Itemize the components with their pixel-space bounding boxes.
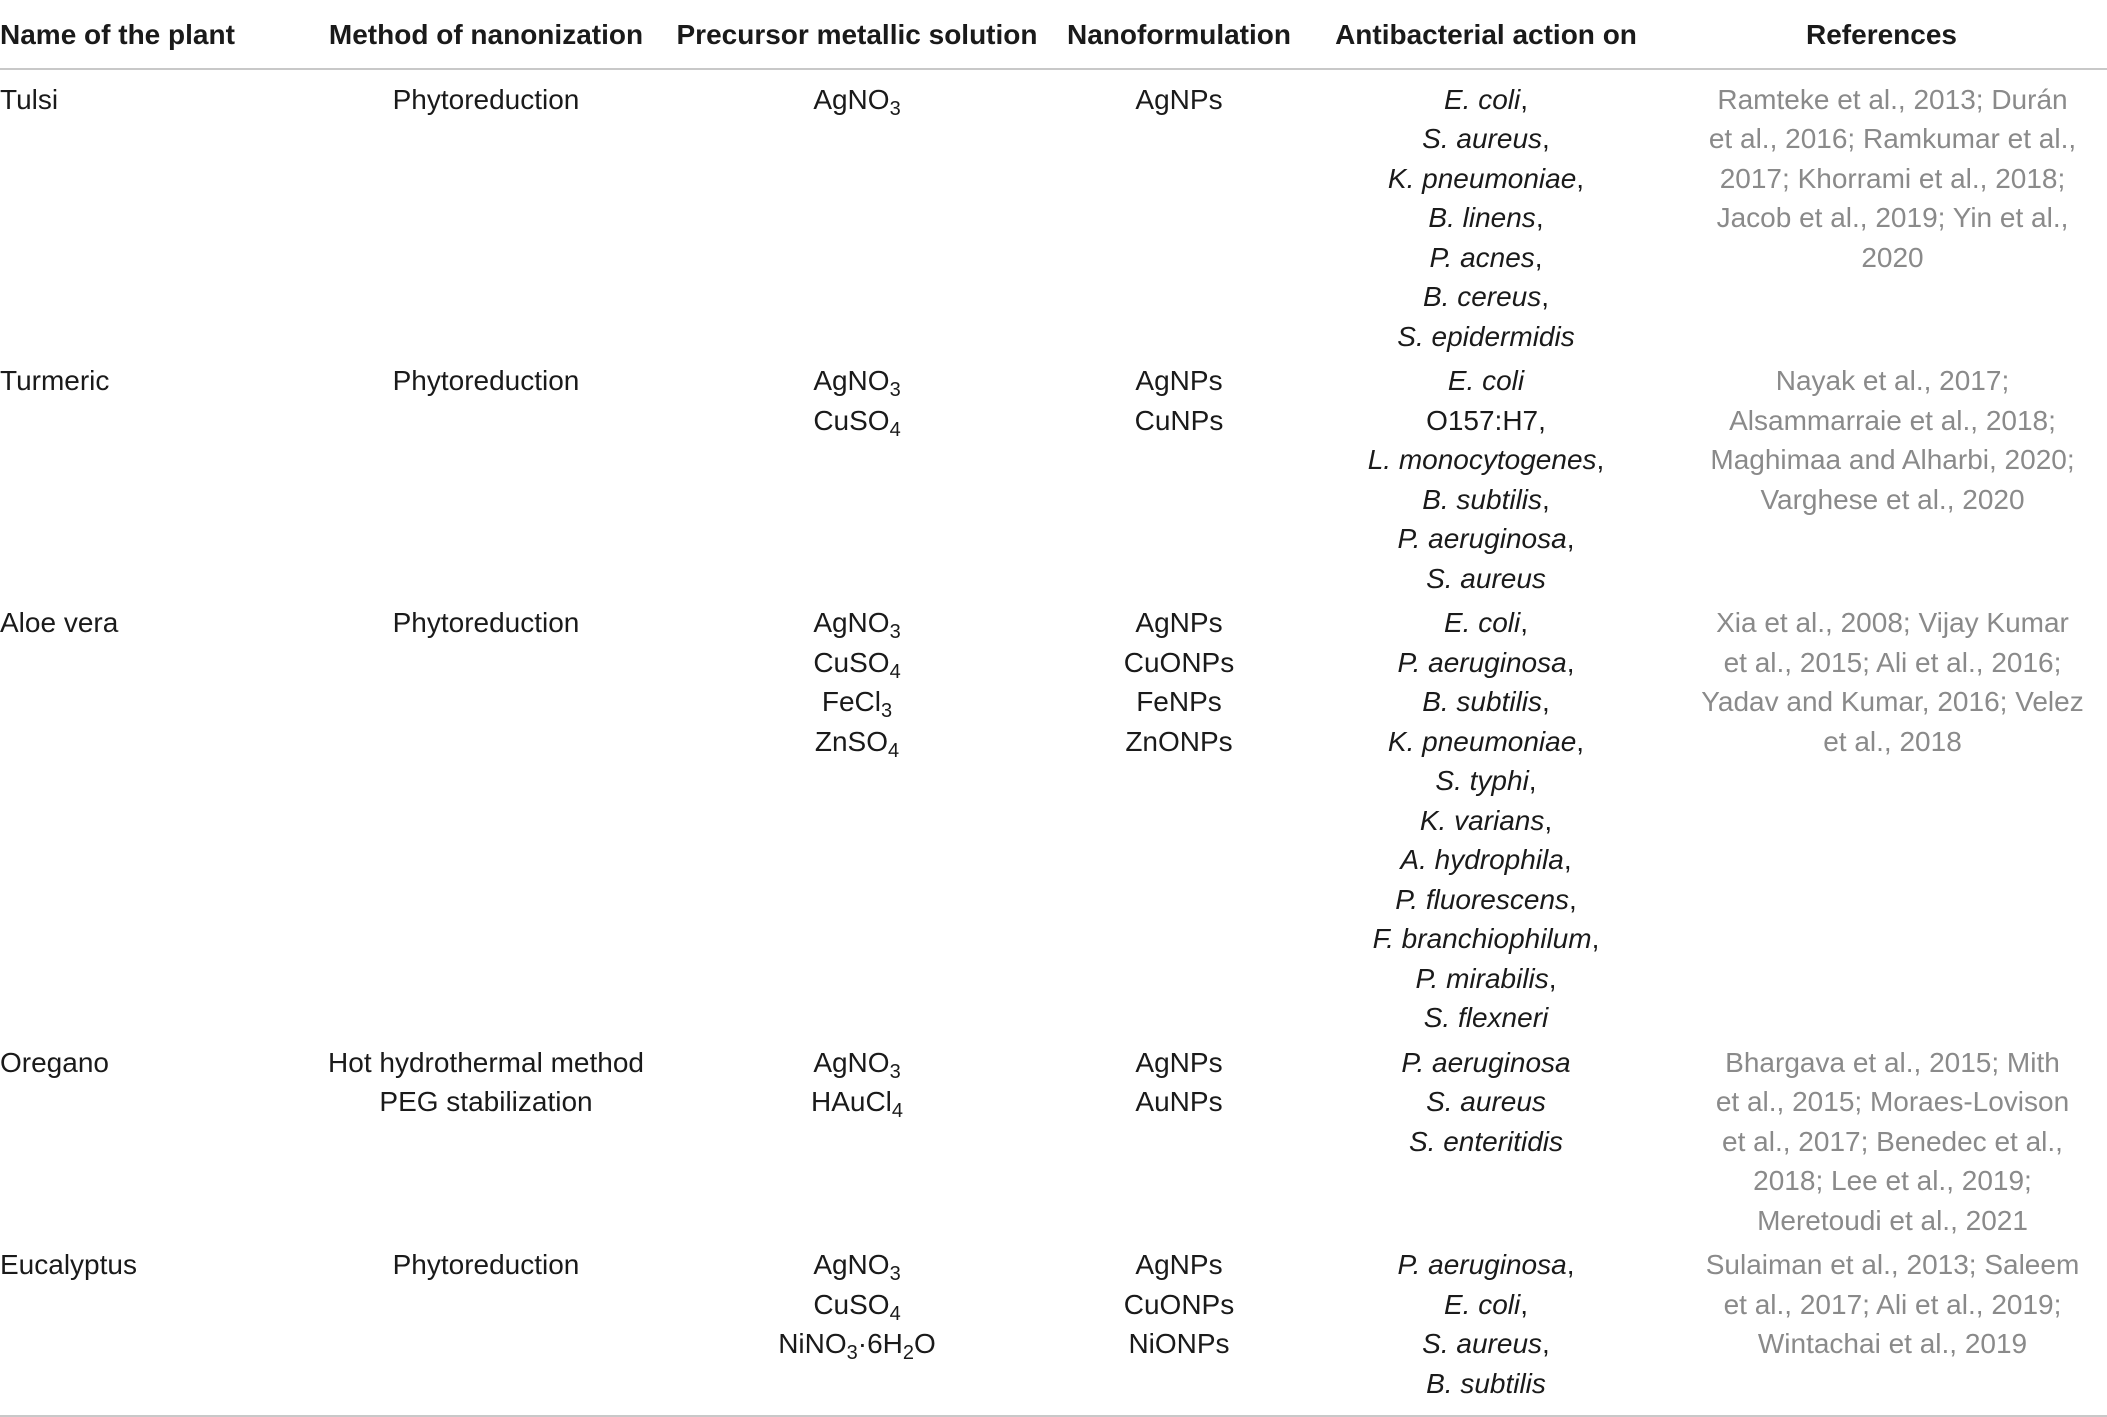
bacteria-suffix: , (1542, 123, 1550, 154)
table-row (0, 69, 2107, 360)
method-cell (300, 1041, 672, 1244)
references-block (1656, 361, 2107, 519)
bacteria-suffix: , (1542, 686, 1550, 717)
bacteria-suffix: , (1548, 962, 1557, 994)
references-block (1656, 1043, 2107, 1241)
precursor-cell (672, 1041, 1042, 1244)
bacteria-line (1316, 801, 1656, 841)
formula-text: CuSO (813, 1288, 890, 1320)
bacteria-suffix: , (1520, 1288, 1529, 1320)
reference-line: Yadav and Kumar, 2016; Velez (1701, 686, 2084, 717)
plant-cell (0, 1041, 300, 1244)
formula-text: CuSO (813, 404, 890, 436)
bacteria-species: E. coli (1443, 607, 1521, 638)
bacteria-species: S. aureus (1426, 1086, 1546, 1117)
reference-line: Maghimaa and Alharbi, 2020; (1710, 444, 2075, 475)
reference-line: Bhargava et al., 2015; Mith (1725, 1046, 2060, 1078)
bacteria-line (1316, 643, 1656, 683)
bacteria-line (1316, 880, 1656, 920)
bacteria-line (1316, 119, 1656, 159)
bacteria-species: S. enteritidis (1408, 1125, 1564, 1157)
reference-line: et al., 2016; Ramkumar et al., (1708, 123, 2077, 154)
bacteria-species: F. branchiophilum (1372, 923, 1592, 954)
reference-line: 2020 (1861, 241, 1924, 273)
method-cell (300, 1243, 672, 1416)
reference-line: et al., 2018 (1823, 725, 1962, 757)
method-line: Phytoreduction (392, 83, 580, 115)
bacteria-line (1316, 1285, 1656, 1325)
reference-line: et al., 2017; Ali et al., 2019; (1723, 1288, 2062, 1320)
bacteria-species: B. subtilis (1422, 483, 1543, 515)
precursor-cell (672, 601, 1042, 1041)
bacteria-species: K. pneumoniae (1387, 725, 1577, 757)
formula-subscript: 3 (881, 700, 893, 722)
nanoformulation-cell (1042, 1243, 1316, 1416)
bacteria-line (1316, 277, 1656, 317)
bacteria-species: P. aeruginosa (1401, 1046, 1571, 1078)
plant-name: Eucalyptus (0, 1249, 137, 1280)
bacteria-line (1316, 440, 1656, 480)
method-line: Hot hydrothermal method (328, 1046, 644, 1078)
formula-text: HAuCl (810, 1086, 892, 1117)
table-header-row (0, 0, 2107, 69)
bacteria-line (1316, 840, 1656, 880)
reference-line: et al., 2015; Ali et al., 2016; (1723, 646, 2062, 678)
bacteria-suffix: O157:H7, (1426, 404, 1546, 436)
bacteria-species: P. aeruginosa (1397, 1249, 1567, 1280)
bacteria-species: S. aureus (1422, 1328, 1543, 1359)
nanoformulation-line: AgNPs (1135, 83, 1223, 115)
bacteria-line (1316, 1324, 1656, 1364)
bacteria-line (1316, 682, 1656, 722)
bacteria-line (1316, 1043, 1656, 1083)
bacteria-line (1316, 480, 1656, 520)
reference-line: Jacob et al., 2019; Yin et al., (1716, 202, 2069, 233)
plant-cell (0, 69, 300, 360)
header-references: References (1656, 0, 2107, 69)
formula-text: ZnSO (814, 725, 888, 757)
bacteria-species: E. coli (1443, 83, 1521, 115)
bacteria-species: P. mirabilis (1415, 962, 1549, 994)
header-antibacterial: Antibacterial action on (1316, 0, 1656, 69)
plant-name: Aloe vera (0, 607, 119, 638)
nanoformulation-cell (1042, 1041, 1316, 1244)
formula-text: NiNO (778, 1328, 847, 1359)
bacteria-line (1316, 1364, 1656, 1404)
formula-text: ·6H (857, 1328, 903, 1359)
formula-subscript: 4 (889, 660, 901, 683)
table-row (0, 1041, 2107, 1244)
precursor-formula (672, 1245, 1042, 1285)
bacteria-suffix: , (1566, 646, 1575, 678)
nanoformulation-line: AgNPs (1135, 607, 1223, 638)
precursor-cell (672, 359, 1042, 601)
formula-text: FeCl (821, 686, 881, 717)
formula-subscript: 3 (889, 97, 901, 120)
references-cell (1656, 1041, 2107, 1244)
header-plant: Name of the plant (0, 0, 300, 69)
bacteria-species: S. aureus (1422, 123, 1543, 154)
formula-subscript: 3 (889, 621, 901, 643)
bacteria-line (1316, 761, 1656, 801)
bacteria-species: E. coli (1443, 1288, 1521, 1320)
bacteria-suffix: , (1596, 444, 1605, 475)
precursor-formula (672, 361, 1042, 401)
precursor-formula (672, 1082, 1042, 1122)
nanoformulation-line: ZnONPs (1125, 725, 1233, 757)
plant-name: Turmeric (0, 365, 110, 396)
header-precursor: Precursor metallic solution (672, 0, 1042, 69)
bacteria-species: B. linens (1428, 202, 1536, 233)
precursor-formula (672, 1285, 1042, 1325)
nanoformulation-line: NiONPs (1128, 1328, 1230, 1359)
precursor-formula (672, 682, 1042, 722)
formula-text: AgNO (813, 1249, 890, 1280)
antibacterial-cell (1316, 359, 1656, 601)
table-body (0, 69, 2107, 1417)
reference-line: Varghese et al., 2020 (1760, 483, 2025, 515)
bacteria-species: A. hydrophila (1400, 844, 1564, 875)
method-cell (300, 601, 672, 1041)
precursor-formula (672, 643, 1042, 683)
references-cell (1656, 601, 2107, 1041)
bacteria-species: P. fluorescens (1395, 883, 1570, 915)
antibacterial-cell (1316, 69, 1656, 360)
formula-subscript: 2 (902, 1342, 915, 1364)
reference-line: Sulaiman et al., 2013; Saleem (1705, 1249, 2080, 1280)
formula-subscript: 4 (888, 739, 900, 762)
bacteria-species: E. coli (1447, 365, 1525, 396)
reference-line: Xia et al., 2008; Vijay Kumar (1716, 607, 2069, 638)
bacteria-line (1316, 1122, 1656, 1162)
precursor-cell (672, 69, 1042, 360)
nanoformulation-line: AuNPs (1135, 1086, 1223, 1117)
reference-line: Nayak et al., 2017; (1775, 365, 2010, 396)
reference-line: 2018; Lee et al., 2019; (1753, 1165, 2032, 1196)
bacteria-species: P. aeruginosa (1397, 646, 1567, 678)
bacteria-suffix: , (1542, 1328, 1550, 1359)
nanoformulation-line: AgNPs (1135, 1046, 1223, 1078)
references-cell (1656, 69, 2107, 360)
references-cell (1656, 1243, 2107, 1416)
bacteria-line (1316, 1245, 1656, 1285)
bacteria-suffix: , (1544, 804, 1553, 836)
bacteria-species: B. cereus (1422, 281, 1542, 312)
precursor-formula (672, 603, 1042, 643)
method-cell (300, 69, 672, 360)
bacteria-line (1316, 998, 1656, 1038)
plant-cell (0, 1243, 300, 1416)
bacteria-suffix: , (1542, 483, 1550, 515)
method-line: Phytoreduction (392, 607, 580, 638)
bacteria-suffix: , (1520, 607, 1529, 638)
method-line: PEG stabilization (379, 1086, 593, 1117)
formula-text: AgNO (813, 607, 890, 638)
formula-text: AgNO (813, 1046, 890, 1078)
bacteria-species: B. subtilis (1426, 1367, 1546, 1399)
bacteria-species: P. aeruginosa (1397, 523, 1567, 554)
reference-line: et al., 2015; Moraes-Lovison (1715, 1086, 2070, 1117)
bacteria-line (1316, 198, 1656, 238)
references-block (1656, 603, 2107, 761)
antibacterial-cell (1316, 1243, 1656, 1416)
bacteria-suffix: , (1534, 241, 1543, 273)
nanoformulation-cell (1042, 69, 1316, 360)
bacteria-species: K. pneumoniae (1387, 162, 1577, 194)
formula-text: O (914, 1328, 936, 1359)
bacteria-line (1316, 317, 1656, 357)
bacteria-suffix: , (1576, 725, 1585, 757)
bacteria-line (1316, 401, 1656, 441)
formula-subscript: 4 (889, 418, 901, 441)
references-cell (1656, 359, 2107, 601)
bacteria-line (1316, 238, 1656, 278)
precursor-formula (672, 401, 1042, 441)
formula-subscript: 4 (889, 1302, 901, 1325)
table-row (0, 359, 2107, 601)
table-row (0, 1243, 2107, 1416)
precursor-formula (672, 722, 1042, 762)
bacteria-species: S. epidermidis (1397, 320, 1575, 352)
bacteria-line (1316, 559, 1656, 599)
reference-line: Alsammarraie et al., 2018; (1729, 404, 2056, 436)
bacteria-line (1316, 1082, 1656, 1122)
precursor-cell (672, 1243, 1042, 1416)
reference-line: et al., 2017; Benedec et al., (1722, 1125, 2063, 1157)
bacteria-line (1316, 80, 1656, 120)
references-block (1656, 80, 2107, 278)
nanoformulation-cell (1042, 359, 1316, 601)
bacteria-suffix: , (1520, 83, 1529, 115)
reference-line: 2017; Khorrami et al., 2018; (1719, 162, 2066, 194)
table-row (0, 601, 2107, 1041)
nanoformulation-line: AgNPs (1135, 1249, 1223, 1280)
reference-line: Wintachai et al., 2019 (1757, 1328, 2028, 1359)
formula-text: AgNO (813, 365, 890, 396)
bacteria-line (1316, 159, 1656, 199)
bacteria-suffix: , (1576, 162, 1585, 194)
formula-text: AgNO (813, 83, 890, 115)
references-block (1656, 1245, 2107, 1364)
antibacterial-cell (1316, 601, 1656, 1041)
method-line: Phytoreduction (392, 365, 580, 396)
header-method: Method of nanonization (300, 0, 672, 69)
bacteria-line (1316, 722, 1656, 762)
nanoformulation-cell (1042, 601, 1316, 1041)
bacteria-suffix: , (1563, 844, 1572, 875)
plant-cell (0, 359, 300, 601)
bacteria-line (1316, 919, 1656, 959)
bacteria-species: S. aureus (1426, 562, 1546, 594)
bacteria-species: B. subtilis (1422, 686, 1543, 717)
reference-line: Ramteke et al., 2013; Durán (1717, 83, 2068, 115)
bacteria-species: L. monocytogenes (1367, 444, 1597, 475)
plant-cell (0, 601, 300, 1041)
precursor-formula (672, 1043, 1042, 1083)
bacteria-species: K. varians (1419, 804, 1545, 836)
bacteria-suffix: , (1541, 281, 1550, 312)
nanoformulation-line: CuONPs (1123, 646, 1235, 678)
precursor-formula (672, 80, 1042, 120)
bacteria-line (1316, 603, 1656, 643)
nanoformulation-line: FeNPs (1136, 686, 1222, 717)
bacteria-suffix: , (1569, 883, 1577, 915)
bacteria-line (1316, 361, 1656, 401)
plant-name: Tulsi (0, 83, 59, 115)
antibacterial-cell (1316, 1041, 1656, 1244)
formula-subscript: 4 (891, 1100, 904, 1122)
nanoformulation-line: AgNPs (1135, 365, 1223, 396)
bacteria-line (1316, 519, 1656, 559)
header-nanoformulation: Nanoformulation (1042, 0, 1316, 69)
reference-line: Meretoudi et al., 2021 (1757, 1204, 2028, 1236)
bacteria-suffix: , (1535, 202, 1544, 233)
precursor-formula (672, 1324, 1042, 1364)
bacteria-species: P. acnes (1429, 241, 1535, 273)
bacteria-species: S. typhi (1435, 765, 1529, 796)
plant-name: Oregano (0, 1046, 109, 1078)
bacteria-line (1316, 959, 1656, 999)
bacteria-suffix: , (1566, 1249, 1575, 1280)
bacteria-suffix: , (1566, 523, 1575, 554)
nanoformulation-line: CuNPs (1134, 404, 1224, 436)
formula-subscript: 3 (889, 1060, 901, 1083)
bacteria-species: S. flexneri (1423, 1002, 1549, 1033)
nanoformulation-line: CuONPs (1123, 1288, 1235, 1320)
formula-subscript: 3 (846, 1342, 858, 1364)
bacteria-suffix: , (1528, 765, 1537, 796)
bacteria-suffix: , (1591, 923, 1600, 954)
method-cell (300, 359, 672, 601)
formula-subscript: 3 (889, 379, 901, 401)
formula-subscript: 3 (889, 1263, 901, 1285)
method-line: Phytoreduction (392, 1249, 580, 1280)
formula-text: CuSO (813, 646, 890, 678)
